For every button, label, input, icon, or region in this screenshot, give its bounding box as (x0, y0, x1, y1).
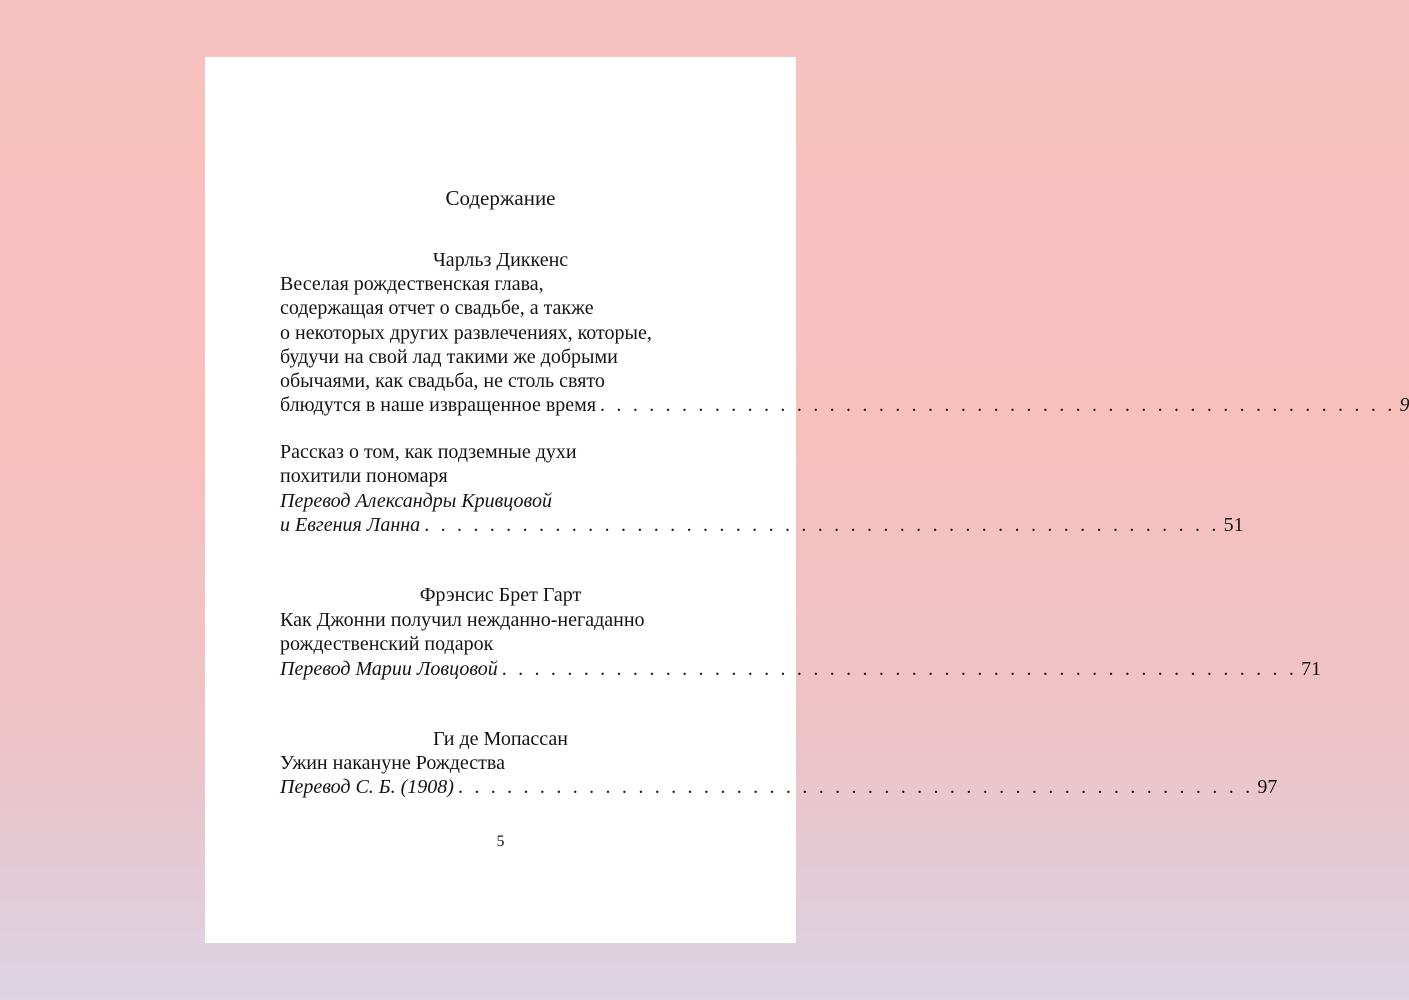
entry-title-line: похитили пономаря (280, 465, 448, 488)
page-title: Содержание (445, 186, 556, 210)
entry-title-line: Рассказ о том, как подземные духи (280, 441, 577, 463)
translator-line: Перевод Александры Кривцовой (280, 489, 552, 512)
entry-title-line: Веселая рождественская глава, (280, 273, 544, 295)
folio-page-number: 5 (496, 833, 505, 850)
entry-title-line: Ужин накануне Рождества (280, 752, 505, 774)
toc-entry-goblins-sexton (280, 440, 1244, 537)
toc-entry-johnny-christmas (280, 608, 1322, 681)
author-bret-harte: Фрэнсис Брет Гарт (419, 584, 582, 606)
toc-entry-christmas-eve-supper (280, 751, 1278, 800)
entry-title-line: будучи на свой лад такими же добрыми (280, 345, 618, 368)
entry-last-row (280, 657, 1322, 681)
entry-title-line: содержащая отчет о свадьбе, а также (280, 297, 594, 320)
translator-line: и Евгения Ланна (280, 513, 421, 536)
entry-title-line: блюдутся в наше извращенное время (280, 394, 597, 417)
translator-line: Перевод Марии Ловцовой (280, 657, 498, 680)
dot-leader: . . . . . . . . . . . . . . . . . . . . . . . . . . . . . . . . . . . . . . . . . . . . . . . . . (501, 657, 1298, 680)
dot-leader: . . . . . . . . . . . . . . . . . . . . . . . . . . . . . . . . . . . . . . . . . . . . . . . . . (457, 776, 1254, 799)
toc-entry-merry-christmas-chapter (280, 272, 1409, 418)
dot-leader: . . . . . . . . . . . . . . . . . . . . . . . . . . . . . . . . . . . . . . . . . . . . . . . . . (424, 513, 1220, 536)
entry-last-row (280, 393, 1409, 417)
entry-last-row (280, 513, 1244, 537)
page-number: 51 (1223, 513, 1244, 536)
dot-leader: . . . . . . . . . . . . . . . . . . . . . . . . . . . . . . . . . . . . . . . . . . . . . . . . . (600, 394, 1396, 417)
author-dickens: Чарльз Диккенс (432, 249, 569, 271)
page-number: 9 (1399, 394, 1409, 417)
entry-title-line: Как Джонни получил нежданно-негаданно (280, 609, 645, 631)
entry-title-line: о некоторых других развлечениях, которые, (280, 321, 652, 344)
page-number: 97 (1257, 776, 1278, 799)
entry-title-line: обычаями, как свадьба, не столь свято (280, 370, 605, 393)
book-page (205, 57, 1409, 943)
entry-title-line: рождественский подарок (280, 633, 494, 656)
entry-last-row (280, 775, 1278, 799)
page-number: 71 (1301, 657, 1322, 680)
author-maupassant: Ги де Мопассан (433, 728, 568, 750)
translator-line: Перевод С. Б. (1908) (280, 776, 454, 799)
